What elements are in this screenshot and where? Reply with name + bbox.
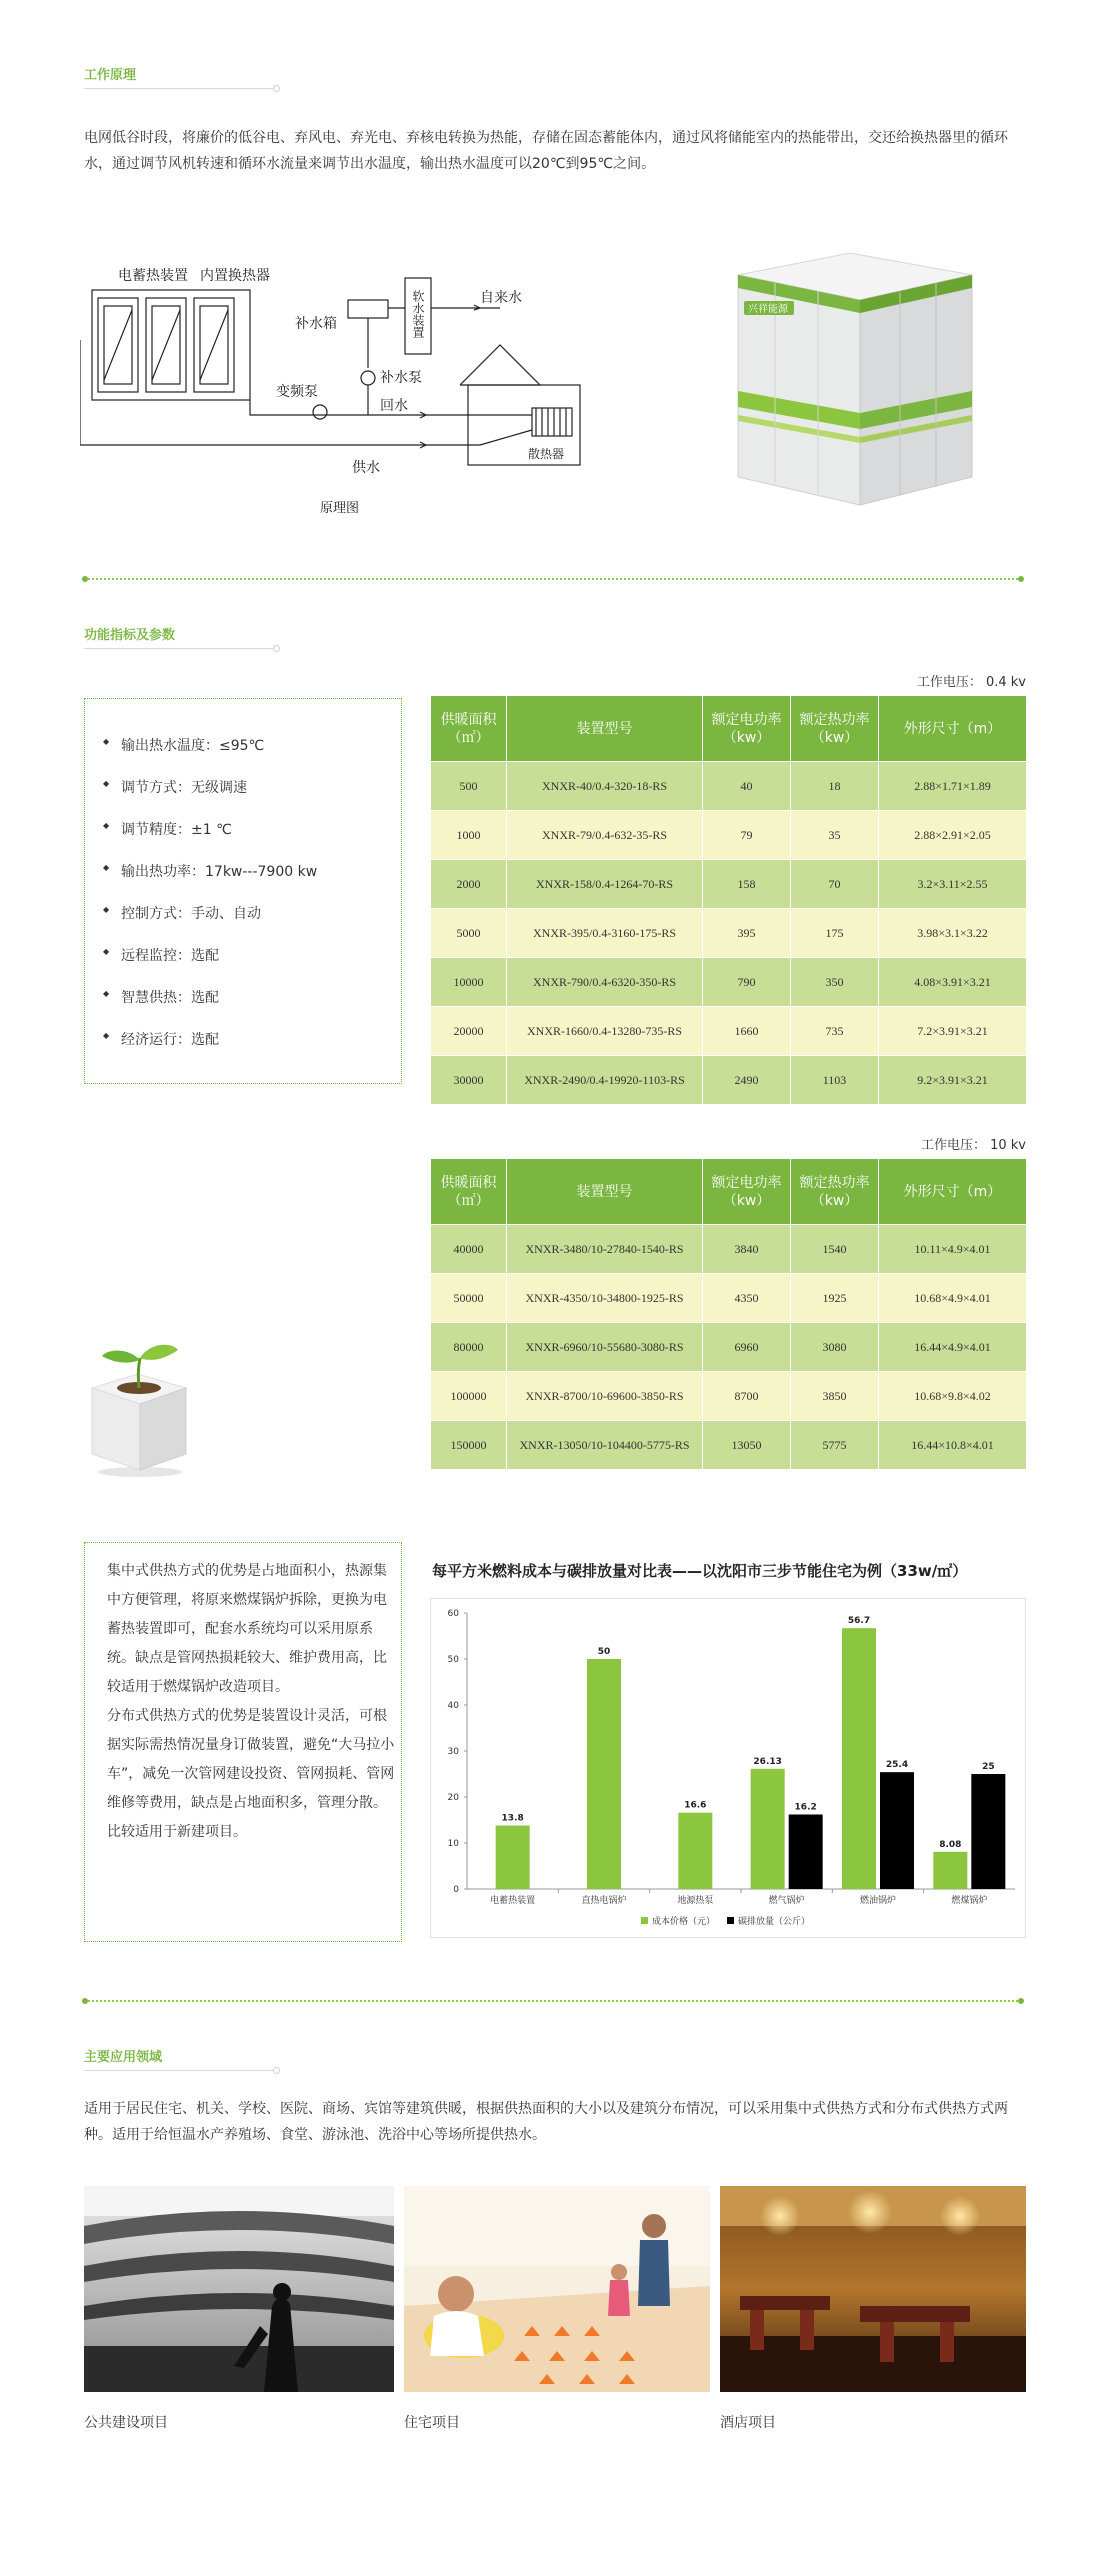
section-title-underline [84, 88, 274, 89]
advantages-box [84, 1542, 402, 1942]
table-header: 额定热功率（kw） [791, 1159, 879, 1225]
bar-value-label: 56.7 [847, 1616, 871, 1627]
table-cell: XNXR-2490/0.4-19920-1103-RS [507, 1056, 703, 1105]
table-cell: 16.44×10.8×4.01 [879, 1421, 1027, 1470]
diagram-caption: 原理图 [320, 501, 360, 516]
diagram-label-softener: 软水装置 [411, 290, 425, 338]
chart-title: 每平方米燃料成本与碳排放量对比表——以沈阳市三步节能住宅为例（33w/㎡） [432, 1562, 968, 1580]
table-cell: 70 [791, 860, 879, 909]
chart-frame [430, 1598, 1026, 1938]
category-label: 地源热泵 [677, 1896, 714, 1906]
table-row [431, 958, 1027, 1007]
product-brand-logo: 兴祥能源 [748, 304, 788, 315]
table-cell: XNXR-8700/10-69600-3850-RS [507, 1372, 703, 1421]
photo-caption: 公共建设项目 [84, 2415, 168, 2431]
section-title-underline [84, 2070, 274, 2071]
legend-label: 成本价格（元） [652, 1917, 716, 1927]
table-cell: 500 [431, 762, 507, 811]
section-title-principle: 工作原理 [84, 68, 137, 83]
y-tick-label: 0 [453, 1885, 459, 1895]
photo-residential [404, 2186, 710, 2392]
photo-public-building [84, 2186, 394, 2392]
table-cell: 1000 [431, 811, 507, 860]
y-tick-label: 20 [447, 1793, 459, 1803]
table-cell: XNXR-790/0.4-6320-350-RS [507, 958, 703, 1007]
table-header: 供暖面积（㎡） [431, 1159, 507, 1225]
advantage-paragraph-distributed: 分布式供热方式的优势是装置设计灵活，可根据实际需热情况量身订做装置，避免“大马拉小车”，减免一次管网建设投资、管网损耗、管网维修等费用，缺点是占地面积多，管理分散。比较适用于新建项目。 [107, 1708, 395, 1840]
table-cell: 3.2×3.11×2.55 [879, 860, 1027, 909]
table-cell: 10.68×4.9×4.01 [879, 1274, 1027, 1323]
table-cell: 395 [703, 909, 791, 958]
table-cell: 13050 [703, 1421, 791, 1470]
table-cell: 5000 [431, 909, 507, 958]
table-cell: 35 [791, 811, 879, 860]
table-cell: XNXR-395/0.4-3160-175-RS [507, 909, 703, 958]
bar-carbon [789, 1814, 823, 1889]
table-cell: 2490 [703, 1056, 791, 1105]
bar-value-label: 8.08 [939, 1839, 962, 1850]
table-header: 装置型号 [507, 1159, 703, 1225]
bar-value-label: 26.13 [753, 1756, 782, 1767]
advantage-paragraph-centralized: 集中式供热方式的优势是占地面积小，热源集中方便管理，将原来燃煤锅炉拆除，更换为电蓄热装置即可，配套水系统均可以采用原系统。缺点是管网热损耗较大、维护费用高，比较适用于燃煤锅炉改造项目。 [107, 1563, 387, 1695]
feature-item: ◆ 输出热功率：17kw---7900 kw [121, 861, 317, 881]
table-cell: 350 [791, 958, 879, 1007]
table-cell: XNXR-79/0.4-632-35-RS [507, 811, 703, 860]
applications-paragraph: 适用于居民住宅、机关、学校、医院、商场、宾馆等建筑供暖，根据供热面积的大小以及建筑分布情况，可以采用集中式供热方式和分布式供热方式两种。适用于给恒温水产养殖场、食堂、游泳池、洗浴中心等场所提供热水。 [84, 2101, 1008, 2143]
table-cell: XNXR-4350/10-34800-1925-RS [507, 1274, 703, 1323]
table-cell: XNXR-40/0.4-320-18-RS [507, 762, 703, 811]
diagram-label-exchanger: 内置换热器 [200, 268, 270, 284]
table-cell: 50000 [431, 1274, 507, 1323]
section-title-specs: 功能指标及参数 [84, 628, 176, 643]
table-cell: 1925 [791, 1274, 879, 1323]
voltage-label-table-1: 工作电压： 0.4 kv [916, 675, 1026, 690]
table-cell: 40 [703, 762, 791, 811]
table-cell: 1660 [703, 1007, 791, 1056]
photo-caption: 酒店项目 [720, 2415, 776, 2431]
category-label: 燃煤锅炉 [951, 1896, 988, 1906]
table-row [431, 762, 1027, 811]
table-cell: 100000 [431, 1372, 507, 1421]
section-title-applications: 主要应用领域 [84, 2050, 163, 2065]
table-row [431, 860, 1027, 909]
table-cell: XNXR-158/0.4-1264-70-RS [507, 860, 703, 909]
diagram-label-makeup-pump: 补水泵 [380, 370, 422, 386]
table-row [431, 1274, 1027, 1323]
table-header: 外形尺寸（m） [879, 696, 1027, 762]
principle-diagram [80, 250, 640, 520]
table-cell: 175 [791, 909, 879, 958]
table-header: 外形尺寸（m） [879, 1159, 1027, 1225]
bar-value-label: 50 [597, 1647, 611, 1657]
table-cell: 3850 [791, 1372, 879, 1421]
table-cell: 3840 [703, 1225, 791, 1274]
section-separator [84, 578, 1022, 580]
y-tick-label: 50 [447, 1655, 459, 1665]
table-cell: 150000 [431, 1421, 507, 1470]
feature-list-box [84, 698, 402, 1084]
table-cell: 3080 [791, 1323, 879, 1372]
feature-item: ◆ 智慧供热：选配 [121, 987, 219, 1007]
diagram-label-storage: 电蓄热装置 [118, 268, 188, 284]
table-cell: 18 [791, 762, 879, 811]
voltage-label-table-2: 工作电压： 10 kv [920, 1138, 1026, 1153]
table-cell: 790 [703, 958, 791, 1007]
bar-cost [842, 1628, 876, 1889]
table-row [431, 1007, 1027, 1056]
category-label: 直热电锅炉 [581, 1896, 627, 1906]
table-cell: 80000 [431, 1323, 507, 1372]
bar-cost [751, 1769, 785, 1889]
table-row [431, 1056, 1027, 1105]
diagram-label-return-water: 回水 [380, 398, 408, 414]
table-cell: 10000 [431, 958, 507, 1007]
feature-item: ◆ 经济运行：选配 [121, 1029, 219, 1049]
feature-item: ◆ 输出热水温度：≤95℃ [121, 735, 264, 755]
legend-label: 碳排放量（公斤） [738, 1917, 811, 1927]
table-cell: 1103 [791, 1056, 879, 1105]
table-header: 额定电功率（kw） [703, 1159, 791, 1225]
table-cell: 6960 [703, 1323, 791, 1372]
principle-paragraph: 电网低谷时段，将廉价的低谷电、弃风电、弃光电、弃核电转换为热能，存储在固态蓄能体内，通过风将储能室内的热能带出，交还给换热器里的循环水，通过调节风机转速和循环水流量来调节出水温度，输出热水温度可以20℃到95℃之间。 [84, 130, 1008, 172]
table-cell: 16.44×4.9×4.01 [879, 1323, 1027, 1372]
bar-cost [496, 1826, 530, 1889]
table-cell: 20000 [431, 1007, 507, 1056]
section-separator [84, 2000, 1022, 2002]
diagram-label-supply-water: 供水 [352, 460, 380, 476]
feature-item: ◆ 调节精度：±1 ℃ [121, 819, 232, 839]
bar-cost [678, 1813, 712, 1889]
y-tick-label: 30 [447, 1747, 459, 1757]
diagram-label-tap-water: 自来水 [480, 290, 522, 306]
table-cell: 3.98×3.1×3.22 [879, 909, 1027, 958]
table-cell: 158 [703, 860, 791, 909]
table-cell: XNXR-13050/10-104400-5775-RS [507, 1421, 703, 1470]
y-tick-label: 60 [447, 1609, 459, 1619]
diagram-label-vfd-pump: 变频泵 [276, 384, 318, 400]
table-row [431, 1372, 1027, 1421]
table-header: 额定热功率（kw） [791, 696, 879, 762]
table-row [431, 1421, 1027, 1470]
bar-value-label: 13.8 [501, 1813, 524, 1824]
product-cube-image [730, 245, 980, 510]
table-cell: 4.08×3.91×3.21 [879, 958, 1027, 1007]
category-label: 燃油锅炉 [859, 1896, 897, 1906]
diagram-label-radiator: 散热器 [528, 447, 565, 461]
y-tick-label: 40 [447, 1701, 459, 1711]
spec-table-2 [430, 1158, 1027, 1470]
table-cell: XNXR-6960/10-55680-3080-RS [507, 1323, 703, 1372]
bar-value-label: 16.6 [684, 1800, 707, 1811]
bar-value-label: 16.2 [794, 1802, 817, 1813]
table-cell: 735 [791, 1007, 879, 1056]
table-cell: 10.11×4.9×4.01 [879, 1225, 1027, 1274]
feature-item: ◆ 调节方式：无级调速 [121, 777, 247, 797]
feature-item: ◆ 控制方式：手动、自动 [121, 903, 261, 923]
bar-cost [587, 1659, 621, 1889]
table-cell: XNXR-1660/0.4-13280-735-RS [507, 1007, 703, 1056]
bar-cost [933, 1852, 967, 1889]
table-row [431, 1323, 1027, 1372]
table-header: 装置型号 [507, 696, 703, 762]
photo-caption: 住宅项目 [404, 2415, 460, 2431]
photo-hotel [720, 2186, 1026, 2392]
legend-swatch [727, 1917, 734, 1924]
bar-carbon [880, 1772, 914, 1889]
feature-item: ◆ 远程监控：选配 [121, 945, 219, 965]
advantages-text [107, 1557, 397, 1847]
bar-value-label: 25.4 [885, 1760, 909, 1771]
table-cell: 10.68×9.8×4.02 [879, 1372, 1027, 1421]
category-label: 燃气锅炉 [768, 1896, 805, 1906]
table-header: 额定电功率（kw） [703, 696, 791, 762]
table-cell: 30000 [431, 1056, 507, 1105]
category-label: 电蓄热装置 [490, 1896, 536, 1906]
table-header: 供暖面积（㎡） [431, 696, 507, 762]
table-cell: 2000 [431, 860, 507, 909]
table-cell: 8700 [703, 1372, 791, 1421]
table-cell: 7.2×3.91×3.21 [879, 1007, 1027, 1056]
table-row [431, 909, 1027, 958]
bar-value-label: 25 [982, 1762, 995, 1772]
diagram-label-makeup-tank: 补水箱 [295, 316, 337, 332]
table-cell: 5775 [791, 1421, 879, 1470]
table-row [431, 811, 1027, 860]
table-cell: 40000 [431, 1225, 507, 1274]
table-cell: 9.2×3.91×3.21 [879, 1056, 1027, 1105]
table-cell: 2.88×2.91×2.05 [879, 811, 1027, 860]
table-row [431, 1225, 1027, 1274]
table-cell: 1540 [791, 1225, 879, 1274]
bar-carbon [971, 1774, 1005, 1889]
table-cell: 4350 [703, 1274, 791, 1323]
sprout-cube-image [80, 1330, 200, 1480]
table-cell: 2.88×1.71×1.89 [879, 762, 1027, 811]
cost-carbon-bar-chart [431, 1599, 1027, 1939]
table-cell: 79 [703, 811, 791, 860]
section-title-underline [84, 648, 274, 649]
table-cell: XNXR-3480/10-27840-1540-RS [507, 1225, 703, 1274]
spec-table-1 [430, 695, 1027, 1105]
legend-swatch [641, 1917, 648, 1924]
y-tick-label: 10 [447, 1839, 459, 1849]
